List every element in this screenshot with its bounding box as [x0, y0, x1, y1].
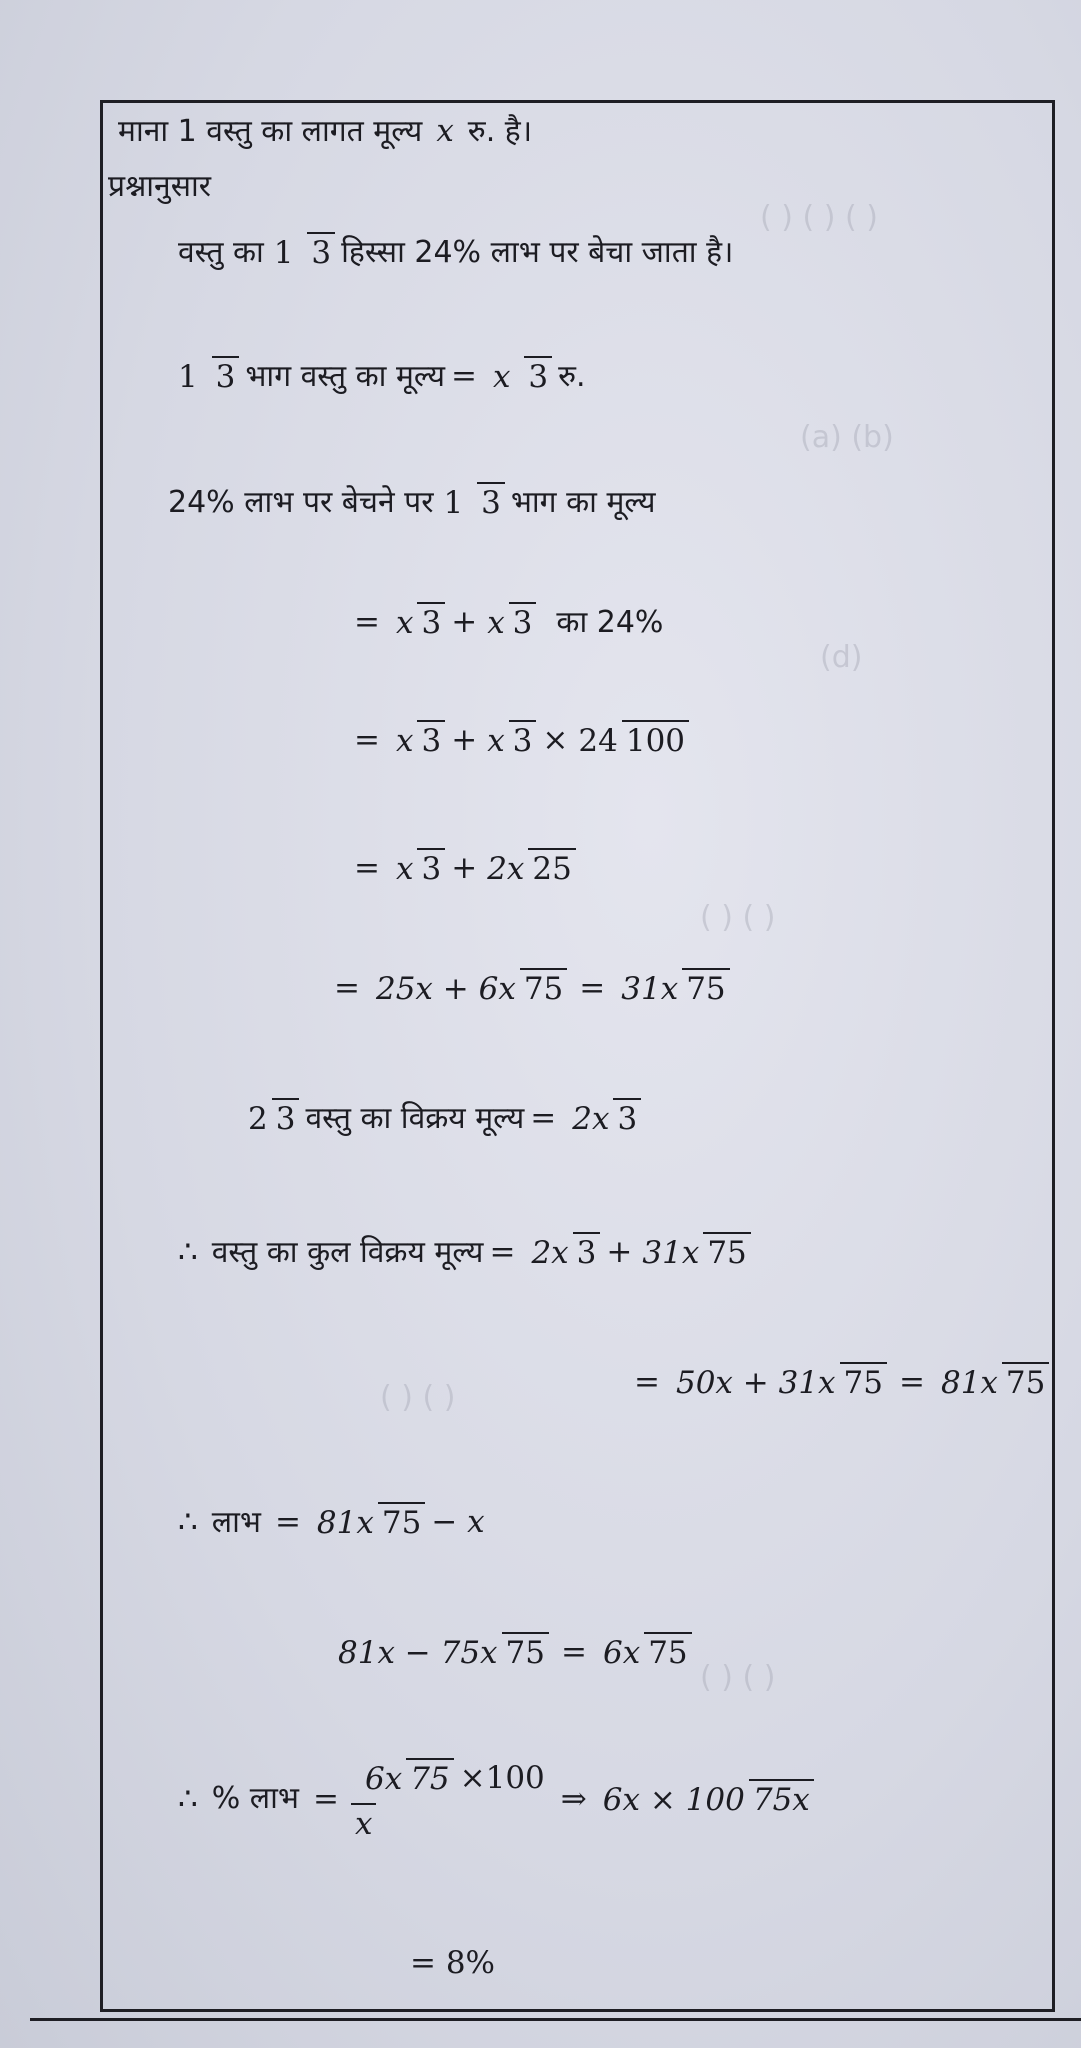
step4-text: वस्तु का विक्रय मूल्य — [305, 1100, 525, 1136]
plus-sign: + — [606, 1234, 633, 1270]
frac-num: 50x + 31x — [675, 1365, 836, 1401]
frac-den: 3 — [524, 356, 552, 393]
equals-sign: = — [634, 1364, 660, 1400]
fraction — [672, 1362, 887, 1403]
fraction — [483, 848, 576, 889]
fraction — [599, 1779, 814, 1820]
according-to-question — [108, 169, 212, 204]
fraction-x-third — [489, 356, 552, 397]
step-one-third-sold — [178, 232, 733, 273]
frac-den: 3 — [417, 602, 445, 639]
equals-sign: = — [354, 604, 380, 640]
frac-num: 1 — [443, 485, 464, 521]
fraction — [392, 602, 445, 643]
fraction — [392, 848, 445, 889]
fraction-two-third — [244, 1098, 299, 1139]
step-one-third-cost — [168, 356, 586, 397]
frac-den: 3 — [272, 1098, 300, 1135]
intro-line — [118, 113, 533, 149]
fraction-one-third — [270, 232, 335, 273]
frac-num: 81x − 75x — [338, 1635, 498, 1671]
frac-num: x — [487, 723, 505, 759]
equals-sign: = — [354, 722, 380, 758]
times-hundred: ×100 — [459, 1760, 545, 1796]
bleed-through-text: ( ) ( ) — [700, 900, 776, 935]
frac-num: 1 — [273, 235, 294, 271]
step-percent-profit — [178, 1758, 820, 1840]
step-profit — [178, 1502, 485, 1543]
frac-den: 3 — [613, 1098, 641, 1135]
fraction — [313, 1502, 425, 1543]
frac-den: 100 — [622, 720, 689, 757]
frac-den: 75 — [644, 1632, 691, 1669]
frac-num: 2x — [572, 1101, 610, 1137]
cost-variable: x — [436, 113, 454, 149]
bleed-through-text: (d) — [820, 640, 863, 675]
frac-den: 3 — [212, 356, 240, 393]
plus-sign: + — [451, 722, 478, 758]
fraction — [372, 968, 567, 1009]
fraction — [638, 1232, 750, 1273]
therefore-symbol: ∴ — [178, 1234, 198, 1270]
frac-num: 2x — [487, 851, 525, 887]
frac-den: 75 — [502, 1632, 549, 1669]
percent-of: का 24% — [556, 604, 664, 640]
currency-unit: रु. — [558, 358, 586, 394]
step1-post: हिस्सा 24% लाभ पर बेचा जाता है। — [341, 234, 734, 270]
plus-sign: + — [451, 850, 478, 886]
frac-den: 3 — [417, 720, 445, 757]
step3-post: भाग का मूल्य — [510, 484, 656, 520]
frac-den: 75 — [406, 1758, 453, 1795]
equals-sign: = — [898, 1364, 925, 1400]
frac-den: 25 — [528, 848, 575, 885]
step-two-third-sale — [238, 1098, 647, 1139]
equals-sign: = — [274, 1504, 301, 1540]
final-result — [410, 1945, 496, 1981]
frac-num: x — [395, 851, 414, 887]
equation-5 — [628, 1362, 1055, 1403]
equals-sign: = — [312, 1780, 339, 1817]
frac-num: x — [492, 359, 511, 395]
fraction — [334, 1632, 549, 1673]
frac-num: 81x — [940, 1365, 998, 1401]
frac-num: 6x — [602, 1635, 641, 1671]
percent-profit-label: % लाभ — [211, 1781, 299, 1816]
frac-num: 81x — [316, 1505, 374, 1541]
bleed-through-text: ( ) ( ) — [700, 1660, 776, 1695]
times-sign: × — [542, 722, 569, 758]
result-text: = 8% — [410, 1945, 496, 1981]
plus-sign: + — [451, 604, 478, 640]
therefore-symbol: ∴ — [178, 1504, 198, 1540]
frac-num: 6x — [364, 1761, 403, 1797]
intro-text-end: रु. है। — [467, 113, 533, 149]
step-profit-value — [168, 482, 656, 523]
bleed-through-text: ( ) ( ) — [380, 1380, 456, 1415]
bottom-rule — [30, 2018, 1081, 2021]
equals-sign: = — [530, 1100, 557, 1136]
fraction — [937, 1362, 1049, 1403]
profit-label: लाभ — [211, 1504, 261, 1540]
frac-num: 1 — [178, 359, 198, 395]
bleed-through-text: ( ) ( ) ( ) — [760, 200, 878, 235]
step2-text: भाग वस्तु का मूल्य — [245, 358, 445, 394]
frac-num: 24 — [578, 723, 618, 759]
frac-num: 31x — [642, 1235, 700, 1271]
equation-4 — [328, 968, 736, 1009]
fraction — [574, 720, 689, 761]
equals-sign: = — [561, 1634, 587, 1670]
equals-sign: = — [489, 1234, 516, 1270]
equation-3 — [348, 848, 582, 889]
fraction — [361, 1758, 454, 1799]
frac-den: 75 — [520, 968, 567, 1005]
equals-sign: = — [354, 850, 380, 886]
frac-num: 2 — [248, 1101, 268, 1137]
frac-den: 75 — [703, 1232, 750, 1269]
frac-den: 75 — [840, 1362, 887, 1399]
step1-pre: वस्तु का — [178, 234, 264, 270]
frac-den: 3 — [573, 1232, 601, 1269]
fraction — [568, 1098, 641, 1139]
fraction-one-third — [174, 356, 239, 397]
according-text: प्रश्नानुसार — [108, 169, 212, 204]
frac-den: 3 — [477, 482, 505, 519]
frac-num: x — [395, 605, 414, 641]
frac-den: 75 — [1002, 1362, 1049, 1399]
compound-numerator — [351, 1758, 549, 1803]
frac-den: 75 — [682, 968, 729, 1005]
implies-arrow: ⇒ — [560, 1780, 587, 1817]
frac-den: 3 — [509, 602, 537, 639]
fraction — [392, 720, 445, 761]
fraction-one-third — [439, 482, 504, 523]
frac-den: 3 — [417, 848, 445, 885]
compound-fraction — [351, 1758, 549, 1840]
equation-1 — [348, 602, 663, 643]
equals-sign: = — [334, 970, 360, 1006]
frac-den: x — [351, 1803, 376, 1840]
minus-x: − x — [431, 1504, 485, 1540]
fraction — [599, 1632, 692, 1673]
frac-num: 2x — [531, 1235, 569, 1271]
frac-num: 25x + 6x — [375, 971, 516, 1007]
equation-6 — [328, 1632, 698, 1673]
frac-num: 6x × 100 — [602, 1781, 745, 1818]
step5-text: वस्तु का कुल विक्रय मूल्य — [211, 1234, 484, 1270]
equals-sign: = — [451, 358, 477, 394]
frac-den: 75 — [378, 1502, 425, 1539]
intro-text: माना 1 वस्तु का लागत मूल्य — [118, 113, 423, 149]
frac-den: 75x — [749, 1779, 814, 1816]
frac-num: x — [487, 605, 505, 641]
step3-pre: 24% लाभ पर बेचने पर — [168, 484, 434, 520]
equals-sign: = — [579, 970, 606, 1006]
step-total-sale — [178, 1232, 757, 1273]
frac-num: x — [395, 723, 414, 759]
equation-2 — [348, 720, 695, 761]
fraction — [527, 1232, 600, 1273]
fraction — [617, 968, 729, 1009]
frac-den: 3 — [307, 232, 335, 269]
bleed-through-text: (a) (b) — [800, 420, 894, 455]
frac-den: 3 — [509, 720, 537, 757]
frac-num: 31x — [621, 971, 679, 1007]
fraction — [483, 720, 536, 761]
fraction — [483, 602, 536, 643]
therefore-symbol: ∴ — [178, 1780, 198, 1817]
